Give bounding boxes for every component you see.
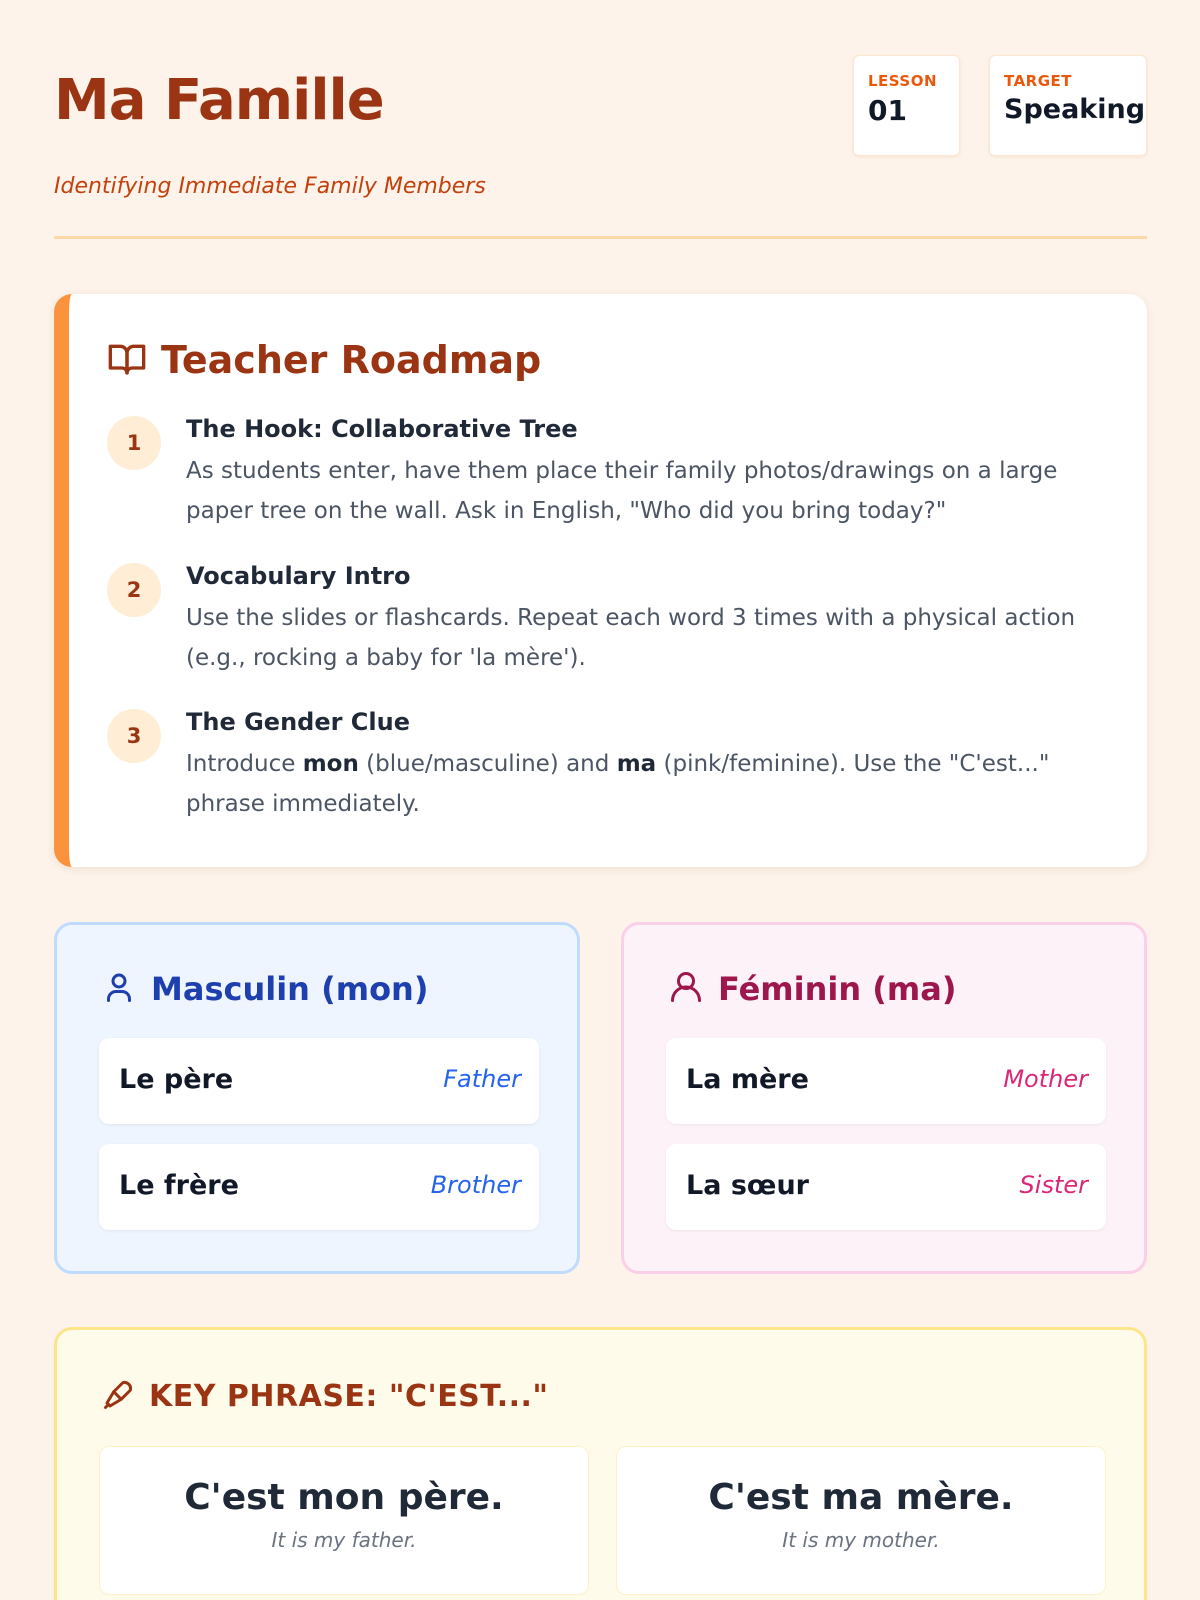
step-title: Vocabulary Intro	[186, 562, 411, 590]
microphone-icon	[101, 1376, 137, 1416]
key-phrase-title: KEY PHRASE: "C'EST..."	[149, 1378, 549, 1414]
page-title: Ma Famille	[54, 68, 384, 133]
keyword-mon: mon	[302, 751, 359, 777]
step-description: Use the slides or flashcards. Repeat each word 3 times with a physical action (e.g., rocking a baby for 'la mère').	[186, 605, 1076, 671]
masculine-header	[101, 969, 428, 1009]
step-number: 3	[107, 709, 161, 763]
step-number: 2	[107, 563, 161, 617]
english-translation: Sister	[1019, 1171, 1088, 1199]
vocab-row	[666, 1144, 1106, 1230]
feminine-header	[668, 969, 956, 1009]
key-phrase-card	[54, 1327, 1147, 1600]
lesson-number: 01	[868, 94, 907, 127]
feminine-vocab-card	[621, 922, 1147, 1274]
step-description	[186, 744, 1106, 824]
target-label: TARGET	[1004, 72, 1073, 90]
book-open-icon	[107, 338, 147, 382]
step-number: 1	[107, 416, 161, 470]
step-title: The Hook: Collaborative Tree	[186, 415, 578, 443]
step-text-part: (blue/masculine) and	[358, 751, 617, 777]
user-icon	[668, 969, 704, 1009]
target-value: Speaking	[1004, 94, 1146, 125]
french-word: Le père	[119, 1064, 234, 1095]
lesson-badge	[853, 55, 960, 156]
target-badge	[989, 55, 1147, 156]
step-title: The Gender Clue	[186, 708, 411, 736]
page-subtitle: Identifying Immediate Family Members	[54, 174, 486, 199]
lesson-label: LESSON	[868, 72, 938, 90]
phrase-french: C'est ma mère.	[708, 1477, 1014, 1518]
french-word: La mère	[686, 1064, 809, 1095]
english-translation: Brother	[430, 1171, 521, 1199]
step-text-part: Introduce	[186, 751, 303, 777]
keyword-ma: ma	[616, 751, 657, 777]
roadmap-header	[107, 338, 541, 382]
step-text-part: (pink/feminine). Use the "C'est..." phrase immediately.	[186, 751, 1050, 817]
masculine-vocab-card	[54, 922, 580, 1274]
vocab-row	[99, 1038, 539, 1124]
lesson-page	[54, 0, 1147, 1600]
teacher-roadmap-card	[54, 294, 1147, 867]
phrase-french: C'est mon père.	[184, 1477, 504, 1518]
header-divider	[54, 236, 1147, 239]
english-translation: Mother	[1003, 1065, 1088, 1093]
vocab-row	[99, 1144, 539, 1230]
key-phrase-header	[101, 1376, 549, 1416]
roadmap-title: Teacher Roadmap	[161, 338, 542, 382]
user-icon	[101, 969, 137, 1009]
english-translation: Father	[443, 1065, 521, 1093]
vocab-row	[666, 1038, 1106, 1124]
feminine-title: Féminin (ma)	[718, 970, 957, 1008]
french-word: La sœur	[686, 1170, 809, 1201]
french-word: Le frère	[119, 1170, 239, 1201]
phrase-example	[99, 1446, 589, 1595]
step-description: As students enter, have them place their family photos/drawings on a large paper tree on the wall. Ask in English, "Who did you bring today?"	[186, 458, 1058, 524]
phrase-english: It is my mother.	[782, 1528, 940, 1552]
phrase-english: It is my father.	[271, 1528, 417, 1552]
masculine-title: Masculin (mon)	[151, 970, 429, 1008]
phrase-example	[616, 1446, 1106, 1595]
